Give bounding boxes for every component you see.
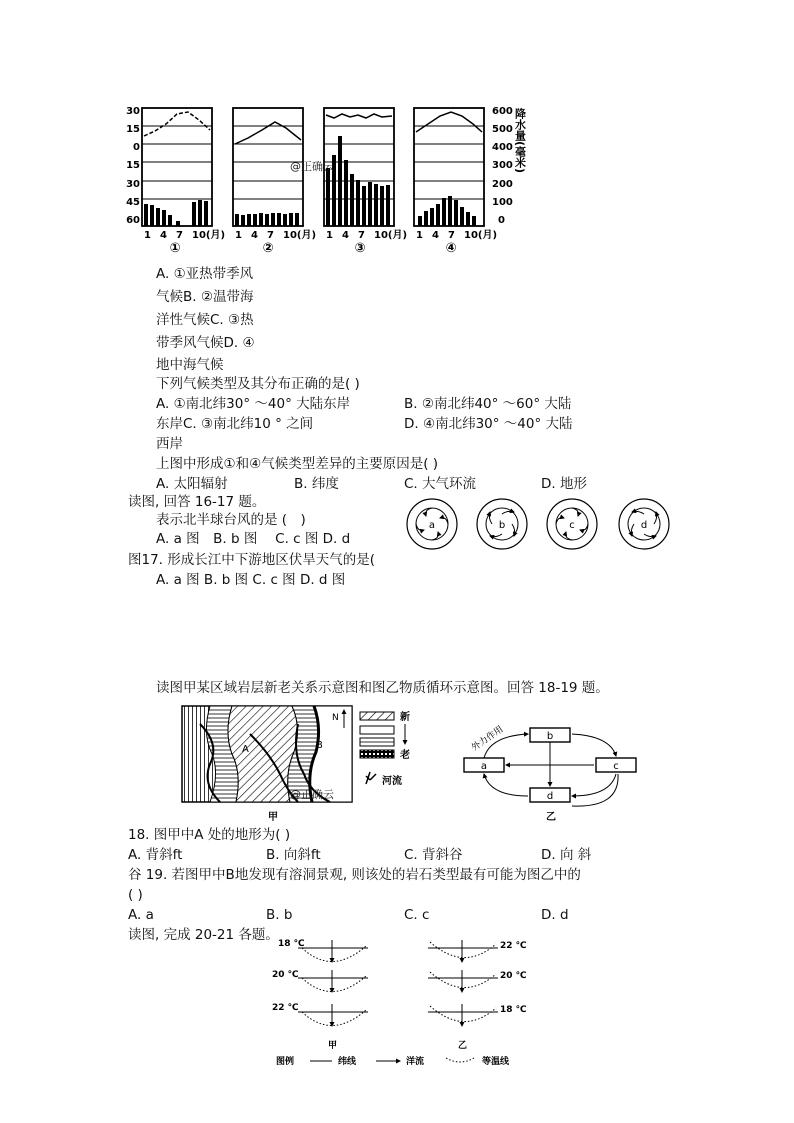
isotherm-label: 22 ℃ — [272, 1003, 299, 1013]
pressure-system-figures — [404, 496, 674, 552]
watermark: @正确云 — [290, 788, 334, 801]
precip-axis-title: 降水量(毫米) — [513, 108, 527, 174]
option-b: B. 纬度 — [294, 476, 339, 492]
box-a-label: a — [480, 761, 488, 772]
panel-label: ② — [262, 241, 274, 256]
watermark: @正确云 — [290, 160, 334, 173]
option-line: 地中海气候 — [156, 357, 224, 373]
x-tick: 4 — [251, 230, 258, 241]
option-line: 气候B. ②温带海 — [156, 289, 254, 305]
option-line: B. ②南北纬40° ～60° 大陆 — [404, 396, 572, 412]
right-axis-tick: 200 — [492, 179, 513, 190]
option-d: D. d — [541, 907, 569, 923]
x-tick: 4 — [342, 230, 349, 241]
option-b: B. 向斜ft — [266, 847, 321, 863]
panel-label: ③ — [354, 241, 366, 256]
x-tick: 7 — [448, 230, 455, 241]
legend-river-label: 河流 — [382, 776, 402, 787]
option-a: A. a — [128, 907, 154, 923]
climate-panel-3 — [324, 108, 394, 226]
x-tick: 4 — [432, 230, 439, 241]
left-axis-tick: 15 — [126, 160, 140, 171]
rock-cycle-diagram — [460, 718, 660, 824]
cyclone-d — [619, 499, 669, 549]
x-tick: 7 — [267, 230, 274, 241]
left-axis-tick: 15 — [126, 124, 140, 135]
option-line: A. ①亚热带季风 — [156, 266, 254, 282]
isotherm-label: 20 ℃ — [500, 971, 527, 981]
legend-title: 图例 — [276, 1057, 295, 1067]
left-axis-tick: 30 — [126, 179, 140, 190]
option-line: A. a 图 B. b 图 C. c 图 D. d 图 — [156, 572, 346, 588]
question-stem: 18. 图甲中A 处的地形为( ) — [128, 827, 291, 843]
question-stem: 表示北半球台风的是 ( ) — [156, 512, 306, 528]
right-axis-tick: 300 — [492, 160, 513, 171]
option-line: A. ①南北纬30° ～40° 大陆东岸 — [156, 396, 351, 412]
option-line: 洋性气候C. ③热 — [156, 312, 254, 328]
question-stem: 谷 19. 若图甲中B地发现有溶洞景观, 则该处的岩石类型最有可能为图乙中的 — [128, 867, 581, 883]
x-tick: 10(月) — [374, 230, 408, 241]
current-diagram-yi — [428, 940, 527, 1051]
climate-panel-1 — [142, 108, 212, 226]
left-axis-tick: 0 — [133, 142, 140, 153]
climate-chart-figure — [120, 100, 540, 258]
cyclone-a — [407, 499, 457, 549]
current-diagram-jia — [272, 939, 368, 1051]
section-intro: 读图, 完成 20-21 各题。 — [128, 927, 279, 943]
legend-lat-label: 纬线 — [338, 1057, 357, 1067]
option-c: C. 背斜谷 — [404, 847, 463, 863]
x-tick: 10(月) — [464, 230, 498, 241]
right-axis-tick: 400 — [492, 142, 513, 153]
option-b: B. b — [266, 907, 293, 923]
point-a-label: A — [242, 744, 249, 755]
ocean-current-figure — [270, 936, 550, 1068]
option-c: C. c — [404, 907, 430, 923]
option-c: C. 大气环流 — [404, 476, 477, 492]
question-stem: 上图中形成①和④气候类型差异的主要原因是( ) — [156, 456, 439, 472]
x-tick: 7 — [176, 230, 183, 241]
right-axis-tick: 0 — [498, 215, 505, 226]
x-tick: 10(月) — [283, 230, 317, 241]
option-d: D. 向 斜 — [541, 847, 592, 863]
climate-panel-4 — [414, 108, 484, 226]
point-b-label: B — [316, 740, 323, 751]
cyclone-c — [547, 499, 597, 549]
north-arrow: N — [332, 713, 339, 723]
cyclone-b — [477, 499, 527, 549]
box-b-label: b — [546, 731, 554, 742]
cyclone-label: b — [498, 520, 506, 531]
rock-strata-map — [180, 704, 430, 826]
x-tick: 1 — [416, 230, 423, 241]
section-intro: 读图甲某区域岩层新老关系示意图和图乙物质循环示意图。回答 18-19 题。 — [156, 680, 609, 696]
isotherm-label: 20 ℃ — [272, 970, 299, 980]
figure-caption: 甲 — [268, 812, 278, 823]
legend-old-label: 老 — [400, 750, 410, 761]
cyclone-label: a — [428, 520, 436, 531]
isotherm-label: 18 ℃ — [278, 939, 305, 949]
external-force-label: 外力作用 — [470, 724, 506, 754]
isotherm-icon — [446, 1058, 474, 1062]
right-axis-tick: 100 — [492, 197, 513, 208]
cyclone-label: d — [640, 520, 648, 531]
option-line: A. a 图 B. b 图 C. c 图 D. d — [156, 531, 351, 547]
river-icon — [366, 772, 376, 784]
panel-label: ④ — [445, 241, 457, 256]
isotherm-label: 18 ℃ — [500, 1005, 527, 1015]
option-line: D. ④南北纬30° ～40° 大陆 — [404, 416, 573, 432]
left-axis-tick: 45 — [126, 197, 140, 208]
option-line: 东岸C. ③南北纬10 ° 之间 — [156, 416, 314, 432]
current-legend — [276, 1055, 510, 1067]
answer-blank: ( ) — [128, 887, 143, 903]
cyclone-label: c — [569, 520, 575, 531]
x-tick: 1 — [144, 230, 151, 241]
legend-current-label: 洋流 — [406, 1057, 425, 1067]
legend-new-label: 新 — [400, 712, 410, 723]
x-tick: 1 — [326, 230, 333, 241]
legend-old-swatch — [360, 750, 394, 758]
figure-caption: 甲 — [328, 1041, 338, 1051]
option-d: D. 地形 — [541, 476, 587, 492]
section-intro: 读图, 回答 16-17 题。 — [128, 494, 266, 510]
option-line: 带季风气候D. ④ — [156, 335, 255, 351]
panel-label: ① — [169, 241, 181, 256]
question-stem: 图17. 形成长江中下游地区伏旱天气的是( — [128, 552, 376, 568]
box-d-label: d — [546, 791, 554, 802]
option-line: 西岸 — [156, 436, 183, 452]
x-tick: 7 — [358, 230, 365, 241]
x-tick: 10(月) — [192, 230, 226, 241]
x-tick: 1 — [235, 230, 242, 241]
option-a: A. 背斜ft — [128, 847, 183, 863]
legend-mid-swatch — [360, 726, 394, 734]
legend-iso-label: 等温线 — [482, 1057, 510, 1067]
legend-mid2-swatch — [360, 738, 394, 746]
figure-caption: 乙 — [458, 1041, 468, 1051]
right-axis-tick: 500 — [492, 124, 513, 135]
isotherm-label: 22 ℃ — [500, 941, 527, 951]
option-a: A. 太阳辐射 — [156, 476, 228, 492]
box-c-label: c — [613, 761, 619, 772]
x-tick: 4 — [160, 230, 167, 241]
left-axis-tick: 60 — [126, 215, 140, 226]
figure-caption: 乙 — [546, 812, 556, 823]
right-axis-tick: 600 — [492, 106, 513, 117]
question-stem: 下列气候类型及其分布正确的是( ) — [156, 376, 360, 392]
legend-new-swatch — [360, 712, 394, 720]
left-axis-tick: 30 — [126, 106, 140, 117]
